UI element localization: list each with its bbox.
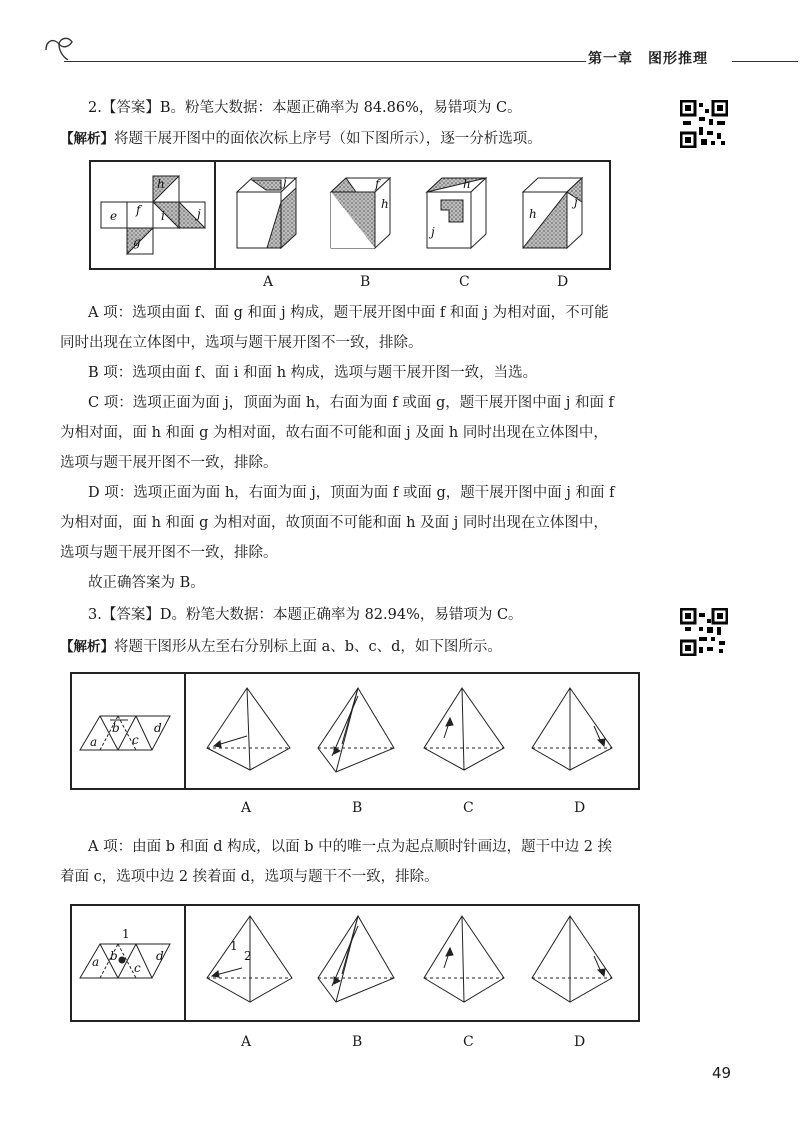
analysis-label: 【解析】: [60, 639, 114, 655]
cube-option-b: [331, 178, 390, 248]
header-rule: [64, 61, 586, 62]
pyramid-option-c: [424, 916, 504, 1002]
net-label-c: c: [134, 961, 141, 975]
q2-para-d1: D 项：选项正面为面 h，右面为面 j，顶面为面 f 或面 g，题干展开图中面 j 和面 f: [88, 485, 615, 501]
edge-label-1: 1: [122, 927, 130, 941]
net-label-a: a: [90, 735, 98, 749]
q2-para-c1: C 项：选项正面为面 j，顶面为面 h，右面为面 f 或面 g，题干展开图中面 j 和面 f: [88, 395, 614, 411]
q3-analysis: [60, 636, 700, 658]
net-label-a: a: [92, 955, 100, 969]
analysis-label: 【解析】: [60, 131, 114, 147]
pyramid-option-a: [207, 688, 290, 770]
q3-pyramid-figure-1: [70, 672, 640, 790]
q3-pyramid-figure-2: [70, 904, 640, 1022]
q3-answer-line: 3.【答案】D。粉笔大数据：本题正确率为 82.94%，易错项为 C。: [88, 607, 523, 623]
opt-b-label-h: h: [381, 197, 389, 211]
header-rule-right: [732, 61, 798, 62]
leaf-logo-icon: [42, 30, 76, 60]
edge-label-2: 2: [244, 949, 252, 963]
q3-option-c-label: C: [463, 800, 474, 816]
q2-analysis: [60, 128, 700, 150]
q3-fig2-option-d-label: D: [574, 1034, 586, 1050]
q2-para-d3: 选项与题干展开图不一致，排除。: [60, 545, 278, 561]
pyramid-option-d: [532, 916, 612, 1002]
pyramid-option-d: [532, 688, 612, 770]
pyramid-options: [207, 688, 612, 772]
pyramid-option-b: [318, 916, 394, 1002]
opt-c-label-j: j: [431, 225, 435, 239]
cube-option-c: [427, 178, 486, 248]
analysis-text: 将题干展开图中的面依次标上序号（如下图所示），逐一分析选项。: [114, 131, 542, 147]
q2-answer-line: 2.【答案】B。粉笔大数据：本题正确率为 84.86%，易错项为 C。: [88, 100, 522, 116]
q3-fig2-option-c-label: C: [463, 1034, 474, 1050]
net-label-j: j: [197, 207, 201, 221]
pyramid-option-b: [318, 688, 394, 772]
net-label-d: d: [154, 721, 162, 735]
net-label-b: b: [112, 721, 120, 735]
pyramid-option-a: [207, 916, 292, 1002]
net-label-b: b: [110, 949, 118, 963]
opt-d-label-j: j: [574, 195, 578, 209]
opt-c-label-h: h: [463, 177, 471, 191]
q3-fig2-option-a-label: A: [241, 1034, 252, 1050]
pyramid-options: [207, 916, 612, 1002]
net-label-h: h: [157, 177, 165, 191]
q2-conclusion: 故正确答案为 B。: [88, 575, 205, 591]
opt-b-label-f: f: [375, 177, 380, 191]
q2-para-a2: 同时出现在立体图中，选项与题干展开图不一致，排除。: [60, 335, 423, 351]
q2-para-b: B 项：选项由面 f、面 i 和面 h 构成，选项与题干展开图一致，当选。: [88, 365, 538, 381]
pyramid-option-c: [424, 688, 504, 770]
chapter-title: 第一章 图形推理: [588, 51, 708, 67]
cube-option-a: [237, 178, 296, 248]
q3-para-a1: A 项：由面 b 和面 d 构成，以面 b 中的唯一点为起点顺时针画边，题干中边 2 挨: [88, 839, 613, 855]
net-label-f: f: [136, 203, 141, 217]
q2-option-a-label: A: [263, 274, 274, 290]
q2-option-d-label: D: [557, 274, 569, 290]
q2-option-c-label: C: [459, 274, 470, 290]
opt-d-label-h: h: [529, 207, 537, 221]
q3-para-a2: 着面 c，选项中边 2 挨着面 d，选项与题干不一致，排除。: [60, 869, 439, 885]
net-label-c: c: [132, 733, 139, 747]
net-label-i: i: [161, 209, 165, 223]
q2-para-d2: 为相对面，面 h 和面 g 为相对面，故顶面不可能和面 h 及面 j 同时出现在立体图中，: [60, 515, 608, 531]
net-label-e: e: [110, 209, 118, 223]
q2-para-c3: 选项与题干展开图不一致，排除。: [60, 455, 278, 471]
net-label-g: g: [133, 235, 141, 249]
page-number: 49: [712, 1064, 732, 1082]
edge-label-1: 1: [230, 939, 238, 953]
q2-para-a1: A 项：选项由面 f、面 g 和面 j 构成，题干展开图中面 f 和面 j 为相对面，不可能: [88, 305, 609, 321]
net-label-d: d: [156, 949, 164, 963]
opt-a-label-j: j: [283, 175, 287, 189]
analysis-text: 将题干图形从左至右分别标上面 a、b、c、d，如下图所示。: [114, 639, 502, 655]
q2-para-c2: 为相对面，面 h 和面 g 为相对面，故右面不可能和面 j 及面 h 同时出现在立体图中，: [60, 425, 608, 441]
q3-option-a-label: A: [241, 800, 252, 816]
q3-option-b-label: B: [352, 800, 363, 816]
q2-option-b-label: B: [360, 274, 371, 290]
q2-cube-figure: [89, 160, 611, 270]
q3-option-d-label: D: [574, 800, 586, 816]
q3-fig2-option-b-label: B: [352, 1034, 363, 1050]
